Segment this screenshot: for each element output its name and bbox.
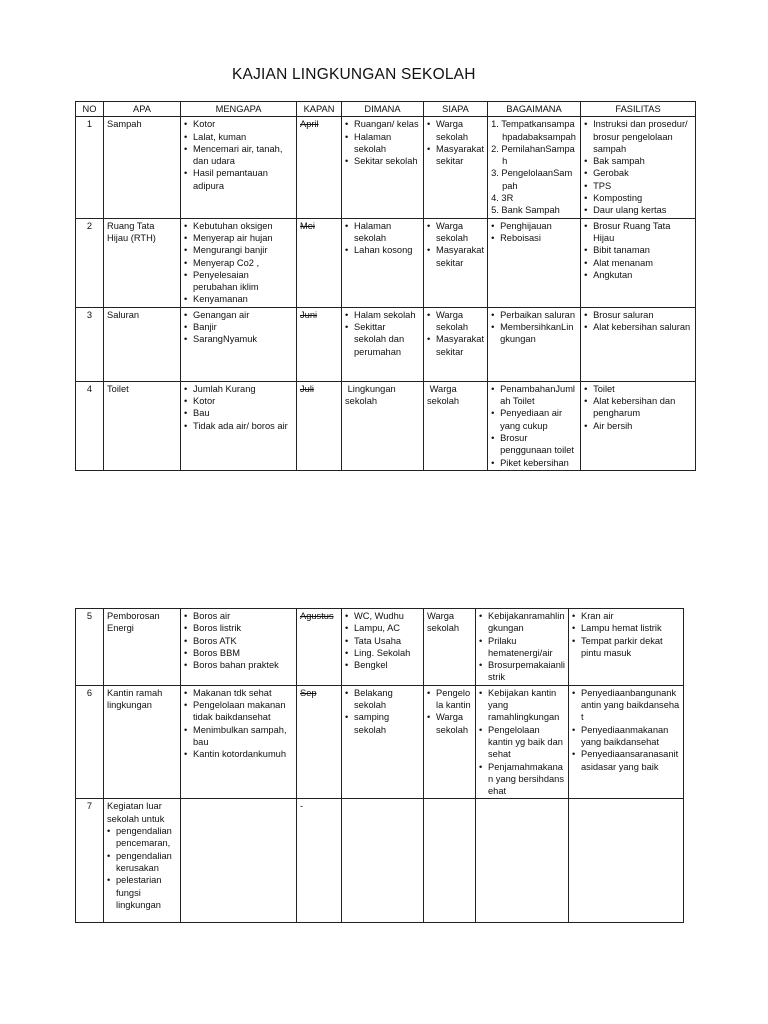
bagaimana-cell bbox=[476, 609, 569, 686]
list-item: • Alat menanam bbox=[584, 257, 692, 269]
document-title: KAJIAN LINGKUNGAN SEKOLAH bbox=[232, 66, 476, 83]
table-row bbox=[76, 218, 696, 307]
dimana-cell bbox=[342, 685, 424, 799]
bagaimana-cell bbox=[488, 307, 581, 381]
kapan-cell bbox=[297, 307, 342, 381]
list-item: • Penyediaanmakanan yang baikdansehat bbox=[572, 724, 680, 749]
apa-cell: Saluran bbox=[104, 307, 181, 381]
list-item: • Masyarakat sekitar bbox=[427, 333, 484, 358]
list-item: • Kotor bbox=[184, 118, 293, 130]
list-item: • Warga sekolah bbox=[427, 220, 484, 245]
kapan-cell bbox=[297, 609, 342, 686]
list-item: • pengendalian pencemaran, bbox=[107, 825, 177, 850]
dimana-cell bbox=[342, 307, 424, 381]
list-item: • Lalat, kuman bbox=[184, 131, 293, 143]
list-item: • Komposting bbox=[584, 192, 692, 204]
list-item: • Brosurpemakaianlistrik bbox=[479, 659, 565, 684]
list-item: • Reboisasi bbox=[491, 232, 577, 244]
list-item: • Boros listrik bbox=[184, 622, 293, 634]
list-item: • Belakang sekolah bbox=[345, 687, 420, 712]
header-no: NO bbox=[76, 102, 104, 117]
list-item: • Perbaikan saluran bbox=[491, 309, 577, 321]
kapan-month: April bbox=[300, 119, 319, 130]
list-item: • Gerobak bbox=[584, 167, 692, 179]
list-item: • Penyelesaian perubahan iklim bbox=[184, 269, 293, 294]
list-item: • Toilet bbox=[584, 383, 692, 395]
siapa-cell bbox=[424, 117, 488, 218]
list-item: • Instruksi dan prosedur/ brosur pengelolaan sampah bbox=[584, 118, 692, 155]
bagaimana-cell bbox=[476, 685, 569, 799]
list-item: • Penyediaansaranasanitasidasar yang baik bbox=[572, 748, 680, 773]
numbered-item: 5. Bank Sampah bbox=[491, 205, 560, 216]
list-item: • Lahan kosong bbox=[345, 244, 420, 256]
dimana-cell bbox=[342, 117, 424, 218]
list-item: • MembersihkanLingkungan bbox=[491, 321, 577, 346]
list-item: • samping sekolah bbox=[345, 711, 420, 736]
list-item: • Boros bahan praktek bbox=[184, 659, 293, 671]
row-number: 5 bbox=[76, 609, 104, 686]
fasilitas-cell bbox=[581, 381, 696, 470]
dimana-cell bbox=[342, 218, 424, 307]
kapan-month: Sep bbox=[300, 687, 317, 698]
dimana-cell bbox=[342, 799, 424, 923]
numbered-item: 1. Tempatkansampahpadabaksampah bbox=[491, 119, 576, 142]
list-item: • Masyarakat sekitar bbox=[427, 143, 484, 168]
list-item: • Daur ulang kertas bbox=[584, 204, 692, 216]
mengapa-cell bbox=[181, 799, 297, 923]
list-item: • Boros air bbox=[184, 610, 293, 622]
list-item: • Ruangan/ kelas bbox=[345, 118, 420, 130]
list-item: • Kran air bbox=[572, 610, 680, 622]
list-item: • Tempat parkir dekat pintu masuk bbox=[572, 635, 680, 660]
list-item: • Kebijakanramahlingkungan bbox=[479, 610, 565, 635]
header-apa: APA bbox=[104, 102, 181, 117]
list-item: • Pengelolaan makanan tidak baikdansehat bbox=[184, 699, 293, 724]
list-item: • Kotor bbox=[184, 395, 293, 407]
mengapa-cell bbox=[181, 117, 297, 218]
apa-cell: Sampah bbox=[104, 117, 181, 218]
row-number: 1 bbox=[76, 117, 104, 218]
list-item: • Kenyamanan bbox=[184, 293, 293, 305]
row-number: 3 bbox=[76, 307, 104, 381]
list-item: • Alat kebersihan dan pengharum bbox=[584, 395, 692, 420]
list-item: • Halaman sekolah bbox=[345, 220, 420, 245]
header-mengapa: MENGAPA bbox=[181, 102, 297, 117]
header-siapa: SIAPA bbox=[424, 102, 488, 117]
list-item: • Warga sekolah bbox=[427, 118, 484, 143]
fasilitas-cell bbox=[569, 609, 684, 686]
list-item: • Brosur penggunaan toilet bbox=[491, 432, 577, 457]
kapan-month: Juni bbox=[300, 309, 318, 320]
list-item: • Boros BBM bbox=[184, 647, 293, 659]
row-number: 2 bbox=[76, 218, 104, 307]
numbered-item: 2. PemilahanSampah bbox=[491, 143, 575, 167]
list-item: • Sekittar sekolah dan perumahan bbox=[345, 321, 420, 358]
list-item: • Prilaku hematenergi/air bbox=[479, 635, 565, 660]
kapan-cell bbox=[297, 218, 342, 307]
siapa-cell bbox=[424, 685, 476, 799]
list-item: • Bau bbox=[184, 407, 293, 419]
list-item: • Boros ATK bbox=[184, 635, 293, 647]
list-item: • PenambahanJumlah Toilet bbox=[491, 383, 577, 408]
fasilitas-cell bbox=[581, 218, 696, 307]
table-header-row bbox=[76, 102, 696, 117]
list-item: • Warga sekolah bbox=[427, 711, 472, 736]
list-item: • Banjir bbox=[184, 321, 293, 333]
list-item: • Halaman sekolah bbox=[345, 131, 420, 156]
table-row bbox=[76, 799, 684, 923]
header-dimana: DIMANA bbox=[342, 102, 424, 117]
header-bagaimana: BAGAIMANA bbox=[488, 102, 581, 117]
fasilitas-cell bbox=[569, 799, 684, 923]
numbered-item: 4. 3R bbox=[491, 193, 514, 204]
mengapa-cell bbox=[181, 609, 297, 686]
list-item: • Warga sekolah bbox=[427, 309, 484, 334]
mengapa-cell bbox=[181, 218, 297, 307]
apa-cell: Toilet bbox=[104, 381, 181, 470]
list-item: • Hasil pemantauan adipura bbox=[184, 167, 293, 192]
environment-study-table-part-1 bbox=[75, 101, 696, 471]
dimana-cell: Lingkungan sekolah bbox=[342, 381, 424, 470]
apa-cell: Pemborosan Energi bbox=[104, 609, 181, 686]
list-item: • Menimbulkan sampah, bau bbox=[184, 724, 293, 749]
bagaimana-cell bbox=[488, 381, 581, 470]
fasilitas-cell bbox=[569, 685, 684, 799]
dimana-cell bbox=[342, 609, 424, 686]
apa-intro: Kegiatan luar sekolah untuk bbox=[107, 801, 165, 824]
list-item: • Pengelolaan kantin yg baik dan sehat bbox=[479, 724, 565, 761]
list-item: • Air bersih bbox=[584, 420, 692, 432]
siapa-cell bbox=[424, 307, 488, 381]
list-item: • Piket kebersihan bbox=[491, 457, 577, 469]
list-item: • Menyerap Co2 , bbox=[184, 257, 293, 269]
list-item: • Brosur saluran bbox=[584, 309, 692, 321]
list-item: • Tidak ada air/ boros air bbox=[184, 420, 293, 432]
list-item: • Brosur Ruang Tata Hijau bbox=[584, 220, 692, 245]
kapan-month: Agustus bbox=[300, 611, 334, 621]
siapa-cell bbox=[424, 799, 476, 923]
bagaimana-cell bbox=[476, 799, 569, 923]
table-row bbox=[76, 117, 696, 218]
row-number: 7 bbox=[76, 799, 104, 923]
list-item: • Penjamahmakanan yang bersihdansehat bbox=[479, 761, 565, 798]
fasilitas-cell bbox=[581, 117, 696, 218]
bagaimana-cell bbox=[488, 218, 581, 307]
apa-cell bbox=[104, 799, 181, 923]
list-item: • Bibit tanaman bbox=[584, 244, 692, 256]
table-row bbox=[76, 685, 684, 799]
header-fasilitas: FASILITAS bbox=[581, 102, 696, 117]
list-item: • Menyerap air hujan bbox=[184, 232, 293, 244]
list-item: • SarangNyamuk bbox=[184, 333, 293, 345]
row-number: 6 bbox=[76, 685, 104, 799]
siapa-cell: Warga sekolah bbox=[424, 609, 476, 686]
siapa-cell: Warga sekolah bbox=[424, 381, 488, 470]
list-item: • pengendalian kerusakan bbox=[107, 850, 177, 875]
kapan-cell bbox=[297, 117, 342, 218]
list-item: • Bak sampah bbox=[584, 155, 692, 167]
list-item: • WC, Wudhu bbox=[345, 610, 420, 622]
header-kapan: KAPAN bbox=[297, 102, 342, 117]
list-item: • Alat kebersihan saluran bbox=[584, 321, 692, 333]
list-item: • Jumlah Kurang bbox=[184, 383, 293, 395]
environment-study-table-part-2 bbox=[75, 608, 684, 923]
list-item: • Masyarakat sekitar bbox=[427, 244, 484, 269]
list-item: • Penyediaan air yang cukup bbox=[491, 407, 577, 432]
apa-cell: Kantin ramah lingkungan bbox=[104, 685, 181, 799]
kapan-month: Juli bbox=[300, 383, 314, 394]
list-item: • Genangan air bbox=[184, 309, 293, 321]
list-item: • Bengkel bbox=[345, 659, 420, 671]
fasilitas-cell bbox=[581, 307, 696, 381]
list-item: • Pengelola kantin bbox=[427, 687, 472, 712]
list-item: • Mengurangi banjir bbox=[184, 244, 293, 256]
mengapa-cell bbox=[181, 685, 297, 799]
list-item: • Kebutuhan oksigen bbox=[184, 220, 293, 232]
list-item: • Makanan tdk sehat bbox=[184, 687, 293, 699]
table-row bbox=[76, 609, 684, 686]
bagaimana-cell bbox=[488, 117, 581, 218]
kapan-cell: - bbox=[297, 799, 342, 923]
siapa-cell bbox=[424, 218, 488, 307]
numbered-item: 3. PengelolaanSampah bbox=[491, 168, 573, 191]
table-row bbox=[76, 307, 696, 381]
list-item: • Lampu hemat listrik bbox=[572, 622, 680, 634]
list-item: • Sekitar sekolah bbox=[345, 155, 420, 167]
list-item: • Ling. Sekolah bbox=[345, 647, 420, 659]
list-item: • Halam sekolah bbox=[345, 309, 420, 321]
mengapa-cell bbox=[181, 381, 297, 470]
list-item: • Mencemari air, tanah, dan udara bbox=[184, 143, 293, 168]
list-item: • TPS bbox=[584, 180, 692, 192]
list-item: • Angkutan bbox=[584, 269, 692, 281]
apa-cell: Ruang Tata Hijau (RTH) bbox=[104, 218, 181, 307]
list-item: • Kantin kotordankumuh bbox=[184, 748, 293, 760]
mengapa-cell bbox=[181, 307, 297, 381]
table-row bbox=[76, 381, 696, 470]
list-item: • Penghijauan bbox=[491, 220, 577, 232]
row-number: 4 bbox=[76, 381, 104, 470]
list-item: • Lampu, AC bbox=[345, 622, 420, 634]
list-item: • Tata Usaha bbox=[345, 635, 420, 647]
kapan-month: Mei bbox=[300, 220, 315, 231]
list-item: • pelestarian fungsi lingkungan bbox=[107, 874, 177, 911]
kapan-cell bbox=[297, 685, 342, 799]
kapan-cell bbox=[297, 381, 342, 470]
list-item: • Kebijakan kantin yang ramahlingkungan bbox=[479, 687, 565, 724]
list-item: • Penyediaanbangunankantin yang baikdansehat bbox=[572, 687, 680, 724]
